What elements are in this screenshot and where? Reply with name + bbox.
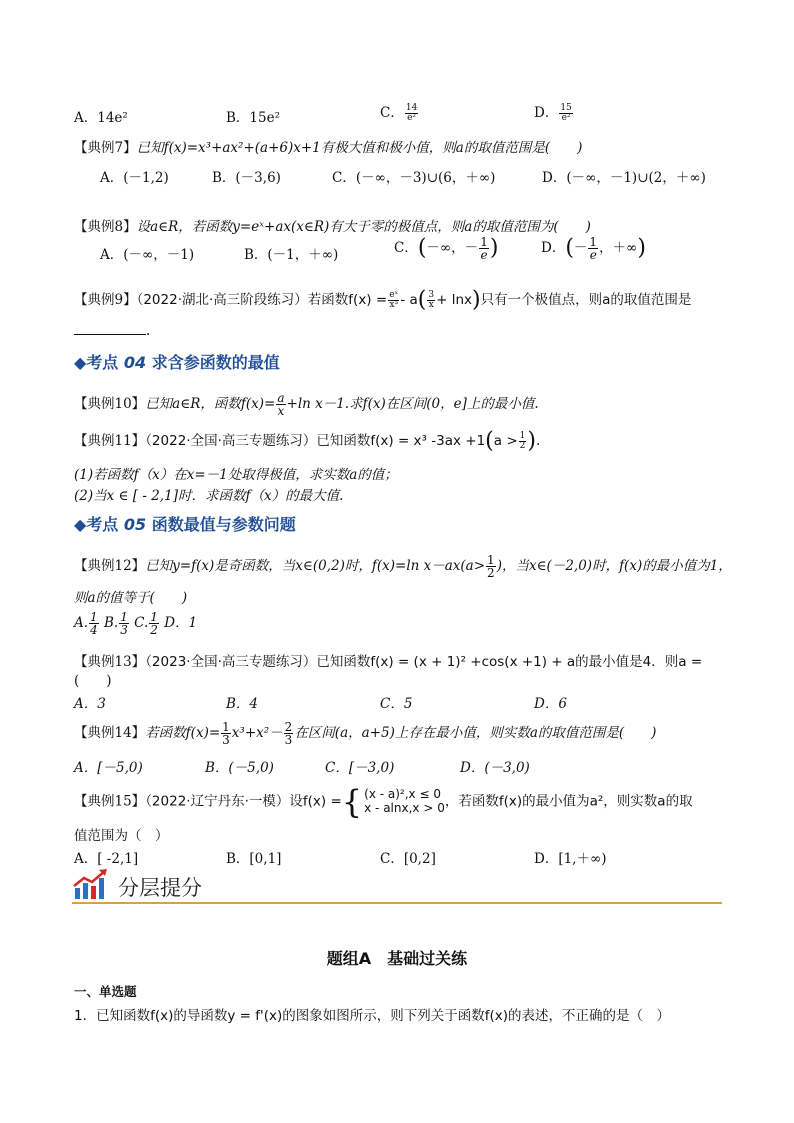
example-15-stem-line-2: 值范围为（ ） (74, 828, 169, 844)
example-9-answer-blank: . (74, 322, 150, 339)
example-7-stem: 【典例7】已知f(x)=x³+ax²+(a+6)x+1有极大值和极小值，则a的取值范围是( ) (74, 140, 583, 156)
key-point-04-heading: ◆考点 04 求含参函数的最值 (74, 353, 280, 372)
fraction-a-x: $\frac{a}{x}$ (277, 391, 285, 418)
fraction-1-e: $\frac{1}{e}$ (480, 235, 488, 262)
option-b: B．(－1，＋∞) (244, 247, 339, 263)
option-d: D．(－3,0) (460, 760, 530, 776)
example-15-stem: 【典例15】（2022·辽宁丹东·一模）设f(x) = { (x - a)²,x ≤ 0 x - alnx,x > 0 ，若函数f(x)的最小值为a²，则实数a的取 (74, 783, 693, 821)
option-c: C．(－∞，－3)∪(6，＋∞) (332, 170, 496, 186)
answer-blank (74, 322, 146, 335)
option-d: D．[1,＋∞) (534, 851, 607, 867)
example-11-question-1: (1)若函数f（x）在x=－1处取得极值，求实数a的值； (74, 467, 398, 483)
option-b: B．(－3,6) (212, 170, 281, 186)
option-c: C．(－∞，－ $\frac{1}{e}$ ) (394, 235, 499, 262)
fraction-1-2: $\frac{1}{2}$ (150, 610, 158, 637)
option-a: A．[－5,0) (74, 760, 143, 776)
example-13-stem-line-2: ( ) (74, 673, 112, 689)
fraction-14-e2: $\frac{14}{\text{e²}}$ (405, 103, 418, 123)
growth-chart-icon (72, 868, 112, 900)
option-a: A．[ -2,1] (74, 851, 139, 867)
key-point-05-heading: ◆考点 05 函数最值与参数问题 (74, 515, 296, 534)
fraction-3-x: $\frac{3}{x}$ (428, 290, 435, 310)
example-12-stem: 【典例12】已知y=f(x)是奇函数，当x∈(0,2)时，f(x)=ln x－ax(a> $\frac{1}{2}$ )，当x∈(－2,0)时，f(x)的最小值为1， (74, 553, 732, 580)
fraction-ex-x3: $\frac{\text{eˣ}}{\text{x³}}$ (389, 290, 399, 310)
option-d: D． $\frac{15}{\text{e²}}$ (534, 103, 572, 123)
option-b: B．4 (226, 696, 259, 712)
section-header (72, 866, 722, 904)
example-11-question-2: (2)当x ∈ [ - 2,1]时．求函数f（x）的最大值. (74, 488, 344, 504)
section-rule (72, 902, 722, 904)
option-a: A．14e² (74, 110, 128, 126)
option-b: B．[0,1] (226, 851, 282, 867)
option-a: A．3 (74, 696, 106, 712)
option-a: A．(－∞，－1) (100, 247, 195, 263)
option-b: B．15e² (226, 110, 280, 126)
example-8-stem: 【典例8】设a∈R，若函数y=eˣ+ax(x∈R)有大于零的极值点，则a的取值范围为( ) (74, 219, 591, 235)
fraction-1-2: $\frac{1}{2}$ (487, 553, 495, 580)
fraction-1-e: $\frac{1}{e}$ (589, 235, 598, 262)
question-1: 1．已知函数f(x)的导函数y = f'(x)的图象如图所示，则下列关于函数f(x)的表述，不正确的是（ ） (74, 1008, 671, 1024)
option-c: C． $\frac{14}{\text{e²}}$ (380, 103, 418, 123)
piecewise-function: { (x - a)²,x ≤ 0 x - alnx,x > 0 (341, 783, 445, 821)
example-9-stem: 【典例9】（2022·湖北·高三阶段练习）若函数f(x) = $\frac{\text{eˣ}}{\text{x³}}$ - a( $\frac{3}{x}$ + lnx)只有一个极值点，则a的取值范围是 (74, 287, 692, 313)
option-a: A．(－1,2) (100, 170, 169, 186)
fraction-1-2: $\frac{1}{2}$ (519, 431, 526, 451)
option-d: D．(－∞，－1)∪(2，＋∞) (542, 170, 706, 186)
fraction-15-e2: $\frac{15}{\text{e²}}$ (560, 103, 572, 123)
fraction-1-4: $\frac{1}{4}$ (90, 610, 98, 637)
example-10-stem: 【典例10】已知a∈R，函数f(x)= $\frac{a}{x}$ +ln x－1.求f(x)在区间(0，e]上的最小值. (74, 391, 539, 418)
option-c: C．[0,2] (380, 851, 436, 867)
fraction-1-3: $\frac{1}{3}$ (120, 610, 128, 637)
option-c: C．5 (380, 696, 413, 712)
example-11-stem: 【典例11】（2022·全国·高三专题练习）已知函数f(x) = x³ -3ax +1(a > $\frac{1}{2}$ ). (74, 428, 541, 454)
option-b: B．(－5,0) (205, 760, 274, 776)
section-title: 分层提分 (118, 876, 202, 900)
example-12-options: A. $\frac{1}{4}$ B. $\frac{1}{3}$ C. $\frac{1}{2}$ D．1 (74, 610, 198, 637)
example-12-stem-line-2: 则a的值等于( ) (74, 590, 188, 606)
example-13-stem: 【典例13】（2023·全国·高三专题练习）已知函数f(x) = (x + 1)² +cos(x +1) + a的最小值是4．则a = (74, 654, 703, 670)
option-d: D．(－ $\frac{1}{e}$ ，＋∞) (541, 235, 646, 262)
fraction-1-3: $\frac{1}{3}$ (222, 720, 230, 747)
part-title: 一、单选题 (74, 984, 137, 999)
example-14-stem: 【典例14】若函数f(x)= $\frac{1}{3}$ x³+x²－ $\frac{2}{3}$ 在区间(a，a+5)上存在最小值，则实数a的取值范围是( ) (74, 720, 657, 747)
group-title: 题组A 基础过关练 (326, 949, 468, 968)
fraction-2-3: $\frac{2}{3}$ (284, 720, 293, 747)
option-d: D．6 (534, 696, 567, 712)
option-c: C．[－3,0) (325, 760, 395, 776)
